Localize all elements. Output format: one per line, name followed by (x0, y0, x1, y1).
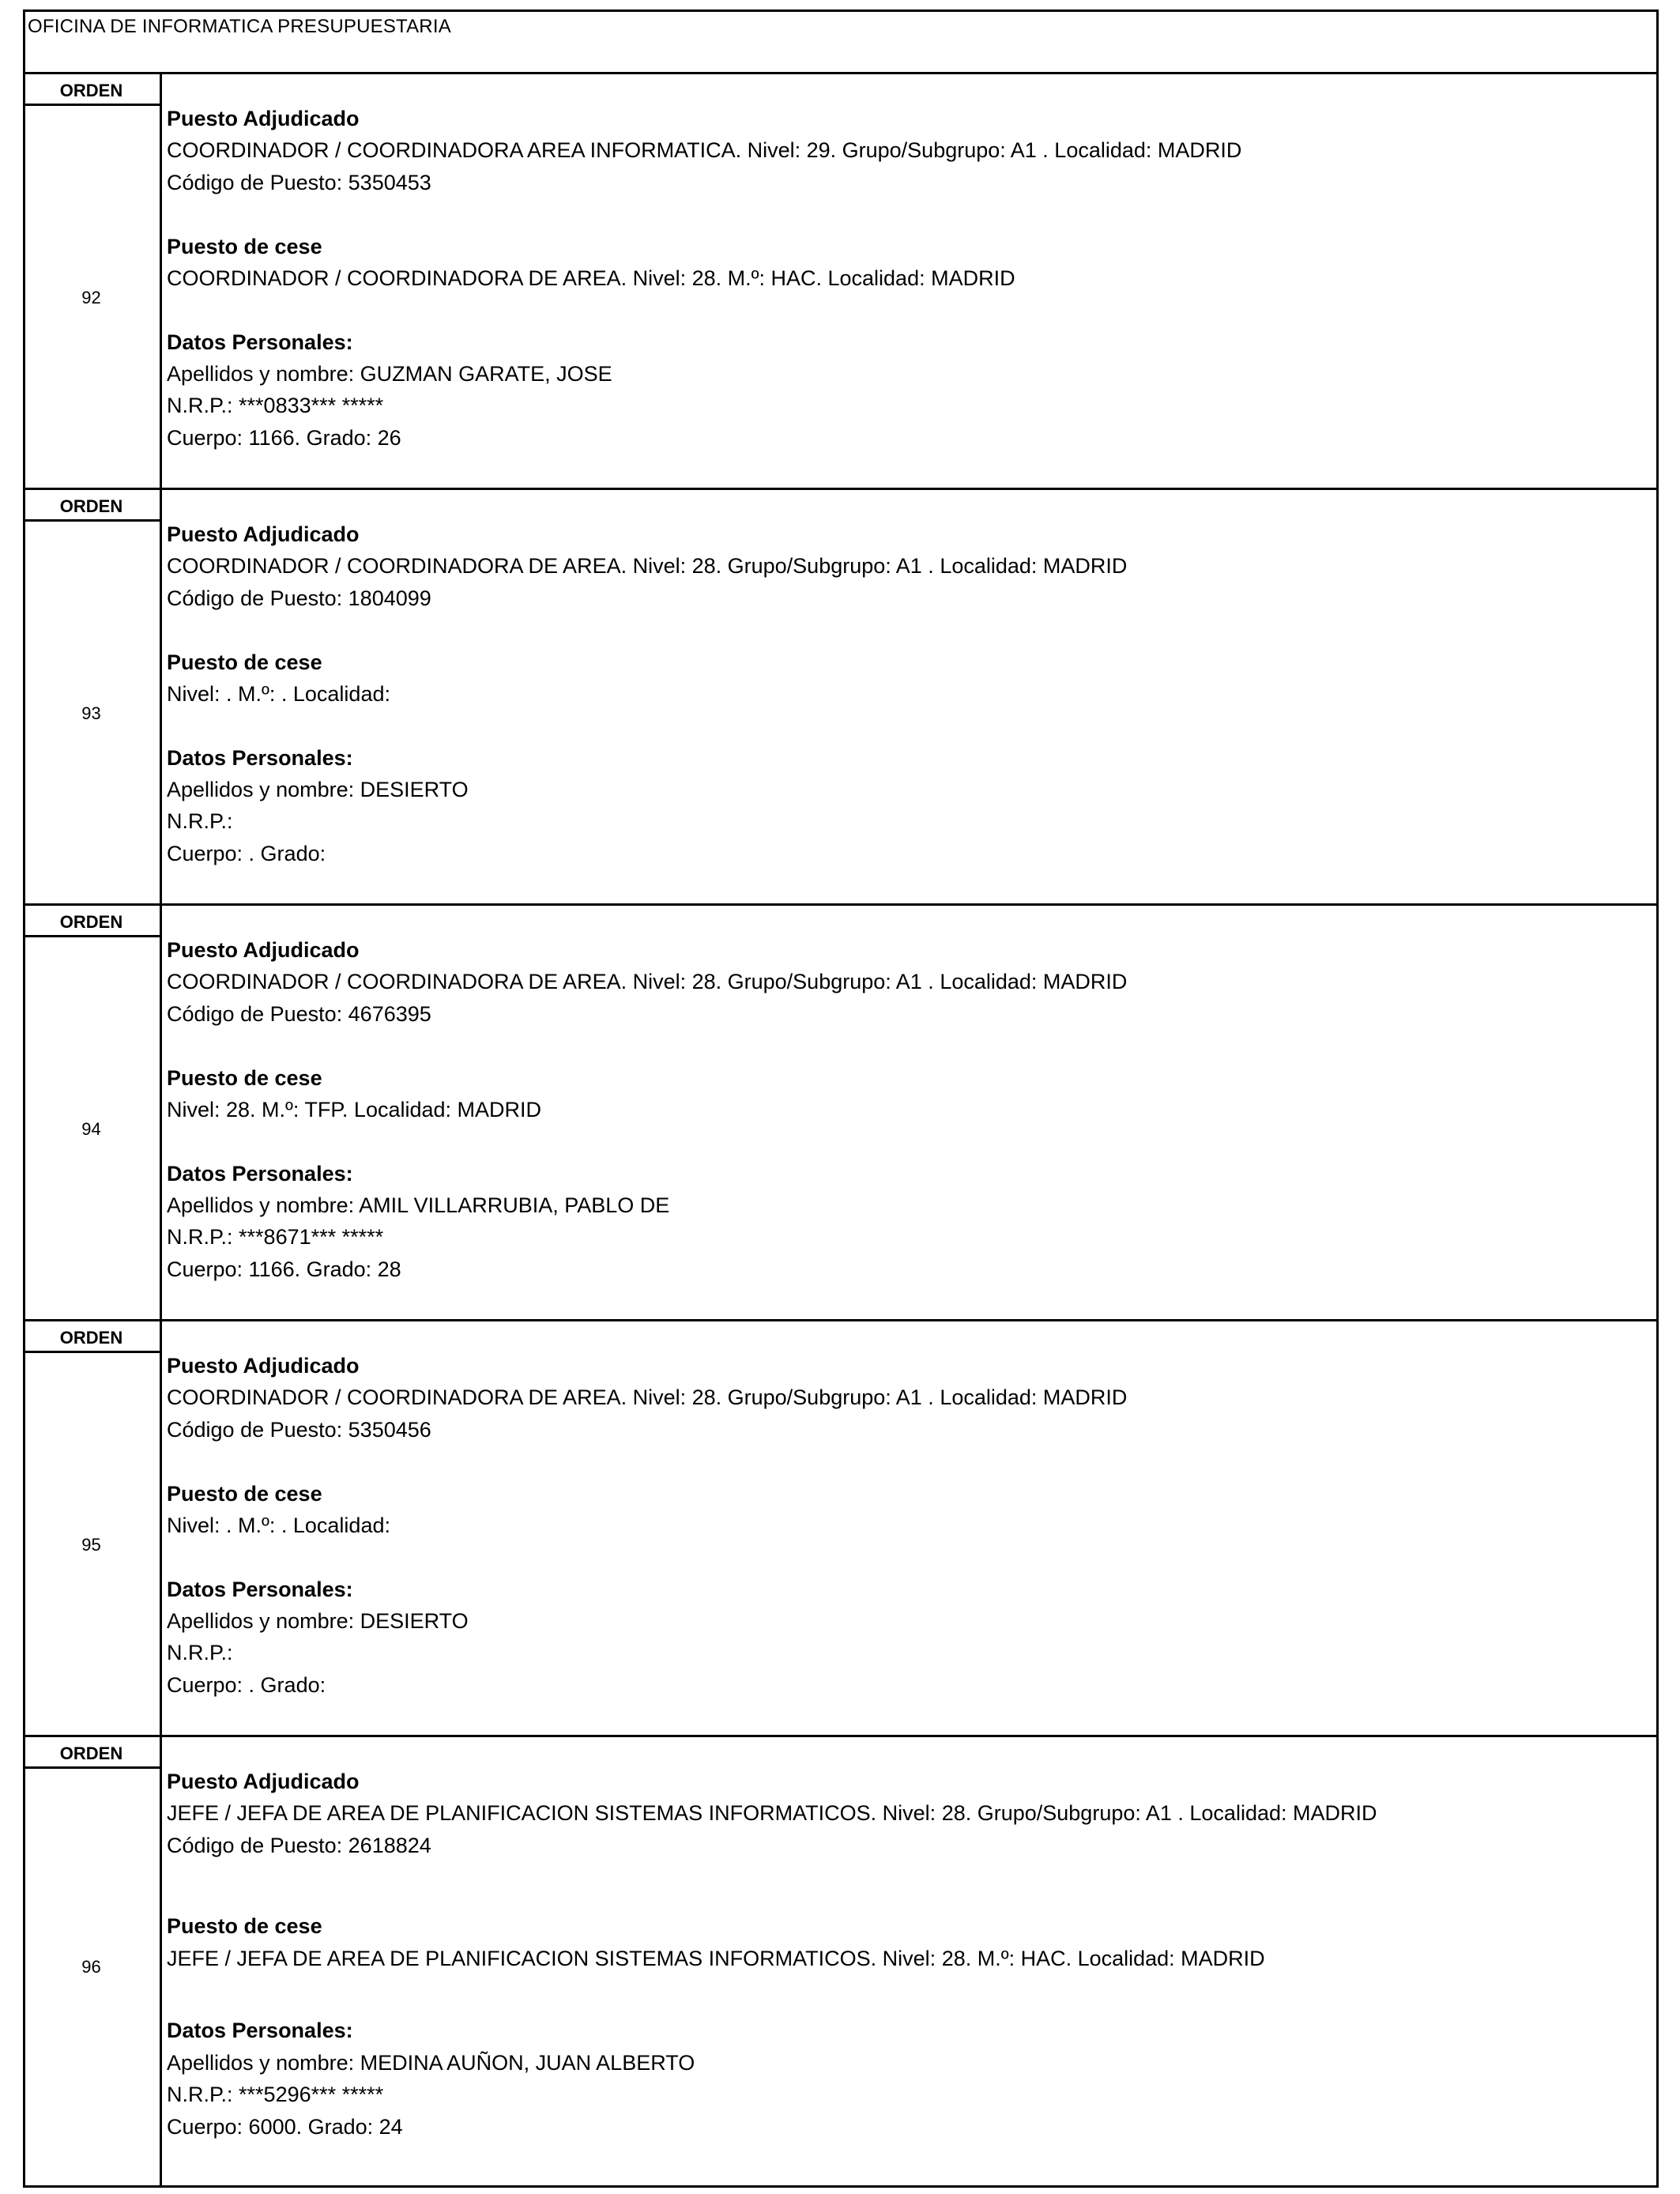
datos-personales-heading: Datos Personales: (167, 746, 353, 770)
orden-number: 93 (81, 703, 101, 723)
orden-column (23, 1737, 162, 2188)
datos-personales-heading: Datos Personales: (167, 330, 353, 354)
puesto-adjudicado-heading: Puesto Adjudicado (167, 107, 360, 130)
puesto-adjudicado-heading: Puesto Adjudicado (167, 1354, 360, 1378)
puesto-cese-heading: Puesto de cese (167, 1914, 322, 1938)
cuerpo-grado: Cuerpo: 6000. Grado: 24 (167, 2115, 403, 2139)
nrp: N.R.P.: ***8671*** ***** (167, 1225, 384, 1249)
entry-row (23, 1737, 1659, 2188)
codigo-puesto: Código de Puesto: 4676395 (167, 1002, 431, 1026)
orden-column (23, 74, 162, 488)
puesto-cese-text: Nivel: . M.º: . Localidad: (167, 682, 390, 706)
orden-column (23, 1321, 162, 1735)
orden-number: 94 (81, 1119, 101, 1139)
puesto-cese-heading: Puesto de cese (167, 1066, 322, 1090)
section-header (23, 9, 1659, 74)
entry-row (23, 490, 1659, 906)
document-page (23, 9, 1659, 2188)
office-title: OFICINA DE INFORMATICA PRESUPUESTARIA (28, 16, 451, 37)
orden-label: ORDEN (23, 906, 160, 937)
orden-column (23, 906, 162, 1319)
apellidos-nombre: Apellidos y nombre: AMIL VILLARRUBIA, PABLO DE (167, 1193, 670, 1217)
nrp: N.R.P.: ***0833*** ***** (167, 394, 384, 417)
puesto-cese-text: COORDINADOR / COORDINADORA DE AREA. Nivel: 28. M.º: HAC. Localidad: MADRID (167, 266, 1015, 290)
entry-row (23, 1321, 1659, 1737)
orden-number: 92 (81, 288, 101, 307)
puesto-cese-text: Nivel: 28. M.º: TFP. Localidad: MADRID (167, 1098, 542, 1122)
puesto-adjudicado-text: COORDINADOR / COORDINADORA DE AREA. Nivel: 28. Grupo/Subgrupo: A1 . Localidad: MADRID (167, 554, 1128, 578)
entry-row (23, 74, 1659, 490)
puesto-adjudicado-heading: Puesto Adjudicado (167, 522, 360, 546)
codigo-puesto: Código de Puesto: 2618824 (167, 1834, 431, 1857)
entry-row (23, 906, 1659, 1321)
nrp: N.R.P.: ***5296*** ***** (167, 2083, 384, 2106)
cuerpo-grado: Cuerpo: 1166. Grado: 28 (167, 1257, 401, 1281)
orden-label: ORDEN (23, 1737, 160, 1769)
bottom-rule (23, 2185, 1659, 2188)
puesto-adjudicado-text: COORDINADOR / COORDINADORA DE AREA. Nivel: 28. Grupo/Subgrupo: A1 . Localidad: MADRID (167, 970, 1128, 993)
puesto-cese-text: JEFE / JEFA DE AREA DE PLANIFICACION SISTEMAS INFORMATICOS. Nivel: 28. M.º: HAC. Localidad: MADRID (167, 1947, 1265, 1970)
nrp: N.R.P.: (167, 1641, 233, 1664)
puesto-adjudicado-text: COORDINADOR / COORDINADORA DE AREA. Nivel: 28. Grupo/Subgrupo: A1 . Localidad: MADRID (167, 1385, 1128, 1409)
nrp: N.R.P.: (167, 809, 233, 833)
codigo-puesto: Código de Puesto: 5350456 (167, 1418, 431, 1442)
codigo-puesto: Código de Puesto: 5350453 (167, 171, 431, 194)
cuerpo-grado: Cuerpo: 1166. Grado: 26 (167, 426, 401, 450)
orden-number: 95 (81, 1535, 101, 1555)
apellidos-nombre: Apellidos y nombre: MEDINA AUÑON, JUAN ALBERTO (167, 2051, 695, 2075)
puesto-adjudicado-text: COORDINADOR / COORDINADORA AREA INFORMATICA. Nivel: 29. Grupo/Subgrupo: A1 . Localidad: MADRID (167, 138, 1242, 162)
puesto-cese-heading: Puesto de cese (167, 650, 322, 674)
orden-label: ORDEN (23, 490, 160, 522)
datos-personales-heading: Datos Personales: (167, 1578, 353, 1601)
cuerpo-grado: Cuerpo: . Grado: (167, 1673, 326, 1697)
cuerpo-grado: Cuerpo: . Grado: (167, 842, 326, 865)
puesto-adjudicado-heading: Puesto Adjudicado (167, 1770, 360, 1793)
orden-number: 96 (81, 1957, 101, 1977)
orden-label: ORDEN (23, 74, 160, 106)
orden-label: ORDEN (23, 1321, 160, 1353)
puesto-adjudicado-heading: Puesto Adjudicado (167, 938, 360, 962)
codigo-puesto: Código de Puesto: 1804099 (167, 586, 431, 610)
puesto-cese-text: Nivel: . M.º: . Localidad: (167, 1514, 390, 1537)
puesto-cese-heading: Puesto de cese (167, 235, 322, 258)
datos-personales-heading: Datos Personales: (167, 1162, 353, 1186)
apellidos-nombre: Apellidos y nombre: DESIERTO (167, 778, 469, 801)
orden-column (23, 490, 162, 903)
apellidos-nombre: Apellidos y nombre: GUZMAN GARATE, JOSE (167, 362, 612, 386)
datos-personales-heading: Datos Personales: (167, 2019, 353, 2042)
puesto-adjudicado-text: JEFE / JEFA DE AREA DE PLANIFICACION SISTEMAS INFORMATICOS. Nivel: 28. Grupo/Subgrupo: A1 . Localidad: MADRID (167, 1801, 1377, 1825)
apellidos-nombre: Apellidos y nombre: DESIERTO (167, 1609, 469, 1633)
puesto-cese-heading: Puesto de cese (167, 1482, 322, 1506)
